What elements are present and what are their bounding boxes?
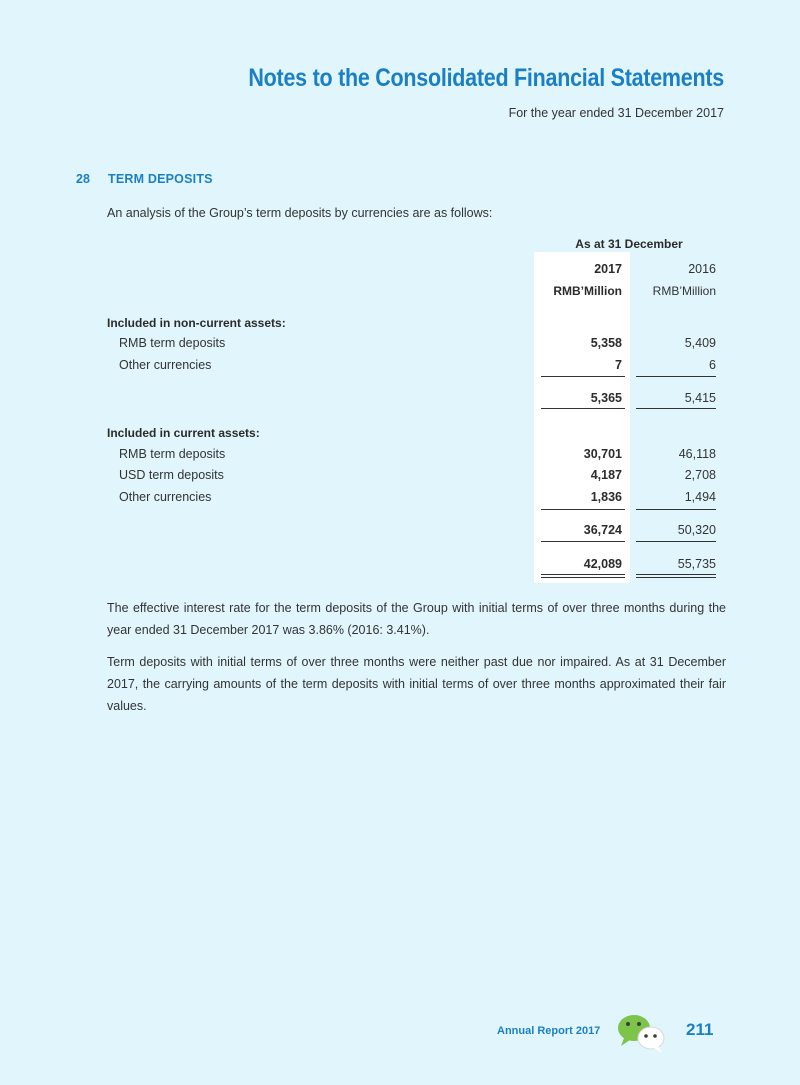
row-label: USD term deposits: [119, 468, 224, 482]
note-paragraph-interest-rate: The effective interest rate for the term deposits of the Group with initial terms of over three months during the year ended 31 December 2017 was 3.86% (2016: 3.41%).: [107, 601, 726, 637]
unit-header-2017: RMB’Million: [553, 284, 622, 298]
row-value-2017: 1,836: [590, 490, 622, 504]
subtotal-underline: [541, 541, 625, 542]
subtotal-value-2016: 50,320: [677, 523, 716, 537]
subtotal-underline: [636, 408, 716, 409]
subtotal-rule: [636, 509, 716, 510]
subtotal-value-2017: 5,365: [590, 391, 622, 405]
total-double-rule: [636, 577, 716, 578]
section-intro: An analysis of the Group’s term deposits by currencies are as follows:: [107, 206, 493, 220]
row-value-2016: 46,118: [678, 447, 716, 461]
total-double-rule: [541, 574, 625, 575]
subtotal-underline: [636, 541, 716, 542]
row-value-2017: 7: [615, 358, 622, 372]
page-subtitle: For the year ended 31 December 2017: [508, 106, 724, 120]
column-header-2017: 2017: [594, 262, 622, 276]
row-value-2016: 6: [709, 358, 716, 372]
subtotal-value-2017: 36,724: [583, 523, 622, 537]
subtotal-underline: [541, 408, 625, 409]
period-header: As at 31 December: [575, 237, 683, 251]
note-paragraph-impairment: Term deposits with initial terms of over three months were neither past due nor impaired. As at 31 December 2017, the carrying amounts of the term deposits with initial terms of over three months approximated their fair values.: [107, 655, 726, 713]
total-value-2017: 42,089: [583, 557, 622, 571]
row-label: Other currencies: [119, 490, 212, 504]
total-value-2016: 55,735: [677, 557, 716, 571]
unit-header-2016: RMB’Million: [652, 284, 716, 298]
page-title: Notes to the Consolidated Financial Statements: [248, 64, 724, 92]
subtotal-rule: [541, 376, 625, 377]
row-value-2016: 2,708: [684, 468, 716, 482]
row-value-2016: 1,494: [684, 490, 716, 504]
group-label-current: Included in current assets:: [107, 426, 260, 440]
row-label: RMB term deposits: [119, 336, 226, 350]
footer-report-label: Annual Report 2017: [497, 1025, 601, 1037]
row-value-2016: 5,409: [684, 336, 716, 350]
total-double-rule: [541, 577, 625, 578]
wechat-logo-icon: [612, 1008, 672, 1056]
subtotal-value-2016: 5,415: [684, 391, 716, 405]
section-number: 28: [76, 172, 90, 186]
group-label-non-current: Included in non-current assets:: [107, 316, 286, 330]
row-value-2017: 5,358: [590, 336, 622, 350]
row-value-2017: 4,187: [590, 468, 622, 482]
total-double-rule: [636, 574, 716, 575]
page-number: 211: [686, 1020, 714, 1039]
row-label: RMB term deposits: [119, 447, 226, 461]
subtotal-rule: [636, 376, 716, 377]
row-label: Other currencies: [119, 358, 212, 372]
column-header-2016: 2016: [688, 262, 716, 276]
subtotal-rule: [541, 509, 625, 510]
row-value-2017: 30,701: [583, 447, 622, 461]
section-title: TERM DEPOSITS: [108, 172, 213, 186]
